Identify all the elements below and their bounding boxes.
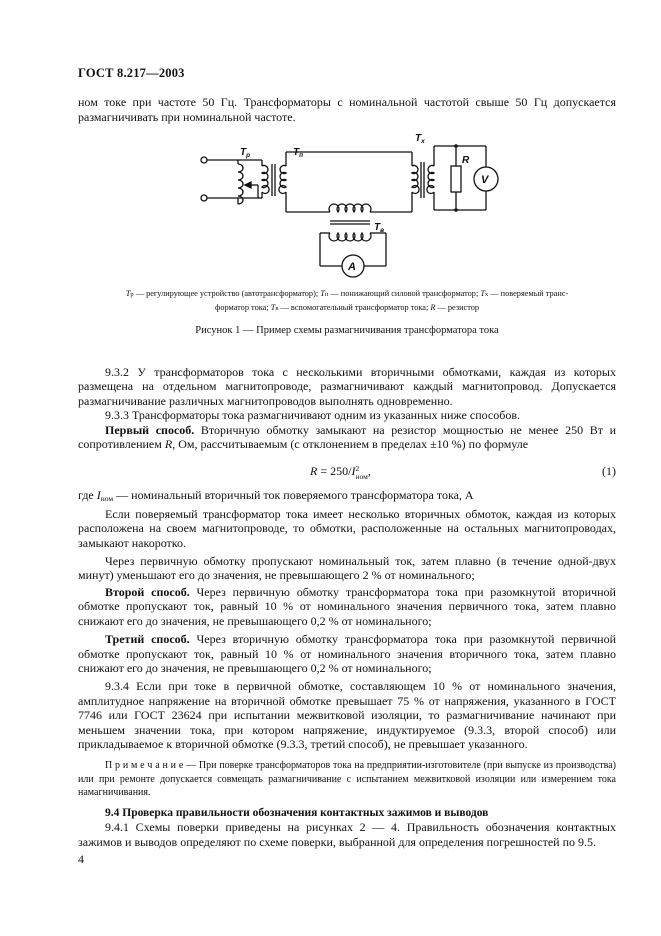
- para-other-windings: Если поверяемый трансформатор тока имеет несколько вторичных обмоток, каждая из которых расположена на своем магнитопроводе, то обмотки, расположенные на остальных магнитопроводах, замыкают накоротко.: [78, 506, 616, 550]
- svg-text:Tв: $T_в$: [374, 222, 385, 234]
- svg-text:Tр: $T_р$: [240, 147, 251, 159]
- label-tx: T: [415, 133, 422, 144]
- input-terminal-bottom: [201, 195, 207, 201]
- para-second-way: Второй способ. Через первичную обмотку трансформатора тока при разомкнутой вторичной обмотке пропускают ток, равный 10 % от номинального значения первичного тока, затем плавно снижают его до значения, не превышающего 0,2 % от номинального;: [78, 584, 616, 628]
- circuit-diagram: [190, 130, 500, 280]
- para-first-way: Первый способ. Вторичную обмотку замыкают на резистор мощностью не менее 250 Вт и сопротивлением R, Ом, рассчитываемым (с отклонением в пределах ±10 %) по формуле: [78, 422, 616, 452]
- svg-text:Tп: $T_п$: [293, 147, 304, 159]
- tx-primary-coil: [412, 166, 419, 194]
- intro-paragraph: ном токе при частоте 50 Гц. Трансформаторы с номинальной частотой свыше 50 Гц допускается размагничивать при номинальной частоте.: [78, 95, 616, 125]
- tx-secondary-coil: [427, 166, 434, 194]
- para-9-4-1: 9.4.1 Схемы поверки приведены на рисунках 2 — 4. Правильность обозначения контактных зажимов и выводов определяют по схеме поверки, выбранной для определения погрешностей по 9.5.: [78, 820, 616, 849]
- para-primary-current: Через первичную обмотку пропускают номинальный ток, затем плавно (в течение одной-двух минут) уменьшают его до значения, не превышающего 2 % от номинального;: [78, 554, 616, 583]
- label-tr: T: [240, 147, 247, 158]
- label-tv: T: [374, 222, 381, 233]
- input-terminal-top: [201, 157, 207, 163]
- tv-secondary-coil: [329, 233, 371, 241]
- label-v: V: [481, 174, 489, 186]
- tp-primary-coil: [262, 166, 269, 194]
- figure-title: Рисунок 1 — Пример схемы размагничивания трансформатора тока: [195, 325, 499, 336]
- note: П р и м е ч а н и е — При поверке трансформаторов тока на предприятии-изготовителе (при выпуске из производства) или при ремонте допускается совмещать размагничивание с испытанием межвитковой изоляции или измерением тока намагничивания.: [78, 760, 616, 798]
- tv-primary-coil: [329, 204, 371, 212]
- formula-number: (1): [602, 464, 616, 479]
- resistor: [451, 166, 461, 192]
- page-number: 4: [78, 852, 84, 866]
- para-9-3-3: 9.3.3 Трансформаторы тока размагничивают одним из указанных ниже способов.: [105, 408, 521, 423]
- tp-secondary-coil: [279, 166, 286, 194]
- label-r: R: [462, 155, 470, 166]
- figure-caption: Tр — регулирующее устройство (автотрансформатор); Tп — понижающий силовой трансформатор; Tх — поверяемый транс- форматор тока; Tв — вспомогательный трансформатор тока; R — резистор: [125, 289, 569, 312]
- para-third-way: Третий способ. Через вторичную обмотку трансформатора тока при разомкнутой первичной обмотке пропускают ток, равный 10 % от номинального значения вторичного тока, затем плавно снижают его до значения, не превышающего 0,2 % от номинального;: [78, 632, 616, 675]
- para-where: где Iном — номинальный вторичный ток поверяемого трансформатора тока, А: [78, 488, 474, 504]
- para-9-3-4: 9.3.4 Если при токе в первичной обмотке, составляющем 10 % от номинального значения, амплитудное напряжение на вторичной обмотке превышает 75 % от напряжения, указанного в ГОСТ 7746 или ГОСТ 23624 при испытании межвитковой изоляции, то размагничивание начинают при меньшем значении тока, при котором напряжение, индуктируемое (9.3.3, второй способ) или прикладываемое к вторичной обмотке (9.3.3, третий способ), не превышает указанного.: [78, 679, 616, 751]
- label-a: A: [348, 261, 356, 273]
- page-header: ГОСТ 8.217—2003: [78, 66, 185, 80]
- formula-1: R = 250/I2 ном, (1): [310, 463, 616, 481]
- document-body: [78, 365, 616, 849]
- section-9-4-heading: 9.4 Проверка правильности обозначения контактных зажимов и выводов: [105, 806, 489, 819]
- label-tp: T: [293, 147, 300, 158]
- para-9-3-2: 9.3.2 У трансформаторов тока с несколькими вторичными обмотками, каждая из которых размещена на отдельном магнитопроводе, размагничивают каждый магнитопровод. Допускается размагничивание различных магнитопроводов выполнять одновременно.: [78, 365, 616, 408]
- svg-text:Tх: $T_х$: [415, 133, 425, 145]
